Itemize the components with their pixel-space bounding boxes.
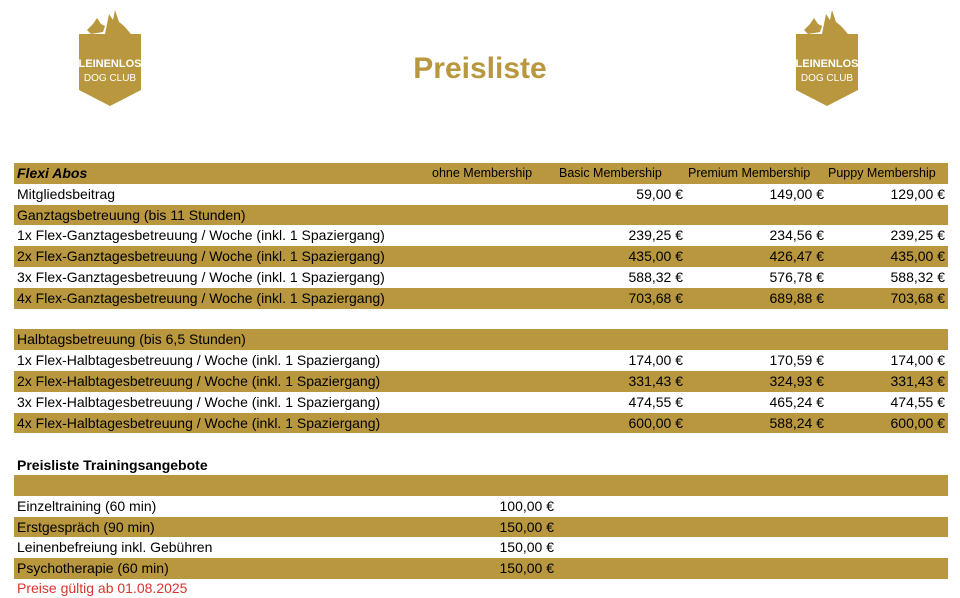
- row-label: 2x Flex-Ganztagesbetreuung / Woche (inkl. 1 Spaziergang): [17, 248, 385, 265]
- svg-text:LEINENLOS: LEINENLOS: [795, 58, 859, 70]
- price-basic: 174,00 €: [628, 352, 683, 369]
- row-label: 3x Flex-Ganztagesbetreuung / Woche (inkl. 1 Spaziergang): [17, 268, 385, 285]
- table-row: [14, 517, 948, 538]
- spacer-row: [14, 309, 948, 330]
- price-basic: 331,43 €: [628, 372, 683, 389]
- header-puppy-membership: Puppy Membership: [828, 166, 936, 180]
- price-premium: 426,47 €: [769, 248, 824, 265]
- section-row-ganztag: [14, 205, 948, 226]
- price-premium: 576,78 €: [769, 268, 824, 285]
- row-label: Einzeltraining (60 min): [17, 497, 157, 514]
- header-premium-membership: Premium Membership: [688, 166, 811, 180]
- table-row: [14, 537, 948, 558]
- header-basic-membership: Basic Membership: [559, 166, 662, 180]
- validity-note: Preise gültig ab 01.08.2025: [17, 580, 188, 596]
- page-title: Preisliste: [413, 52, 547, 85]
- price-premium: 170,59 €: [769, 352, 824, 369]
- row-label: Psychotherapie (60 min): [17, 560, 169, 577]
- price-basic: 600,00 €: [628, 414, 683, 431]
- price-puppy: 474,55 €: [890, 393, 945, 410]
- flexi-abos-table: [14, 163, 948, 433]
- price-premium: 234,56 €: [769, 227, 824, 244]
- price-premium: 465,24 €: [769, 393, 824, 410]
- price-puppy: 703,68 €: [890, 289, 945, 306]
- price-puppy: 239,25 €: [890, 227, 945, 244]
- row-label: Leinenbefreiung inkl. Gebühren: [17, 539, 213, 556]
- table-row: [14, 413, 948, 434]
- section-row-halbtag: [14, 329, 948, 350]
- table-row: [14, 184, 948, 205]
- row-label: Erstgespräch (90 min): [17, 518, 155, 535]
- table-row: [14, 496, 948, 517]
- row-label: 4x Flex-Ganztagesbetreuung / Woche (inkl. 1 Spaziergang): [17, 289, 385, 306]
- price-puppy: 588,32 €: [890, 268, 945, 285]
- price-basic: 435,00 €: [628, 248, 683, 265]
- table-row: [14, 350, 948, 371]
- price-puppy: 331,43 €: [890, 372, 945, 389]
- price-basic: 474,55 €: [628, 393, 683, 410]
- table-row: [14, 267, 948, 288]
- price: 100,00 €: [499, 497, 554, 514]
- training-title: Preisliste Trainingsangebote: [17, 457, 208, 473]
- price-premium: 149,00 €: [769, 185, 824, 202]
- price-basic: 588,32 €: [628, 268, 683, 285]
- price-basic: 239,25 €: [628, 227, 683, 244]
- svg-text:LEINENLOS: LEINENLOS: [78, 58, 142, 70]
- price-puppy: 129,00 €: [890, 185, 945, 202]
- price: 150,00 €: [499, 518, 554, 535]
- section-title: Halbtagsbetreuung (bis 6,5 Stunden): [17, 331, 246, 348]
- svg-text:DOG CLUB: DOG CLUB: [83, 73, 137, 84]
- price-basic: 703,68 €: [628, 289, 683, 306]
- table-row: [14, 225, 948, 246]
- table-header-row: [14, 163, 948, 184]
- row-label: Mitgliedsbeitrag: [17, 185, 116, 202]
- price-puppy: 435,00 €: [890, 248, 945, 265]
- price-puppy: 600,00 €: [890, 414, 945, 431]
- section-title: Ganztagsbetreuung (bis 11 Stunden): [17, 206, 246, 223]
- price: 150,00 €: [499, 560, 554, 577]
- row-label: 3x Flex-Halbtagesbetreuung / Woche (inkl. 1 Spaziergang): [17, 393, 381, 410]
- header-ohne-membership: ohne Membership: [432, 166, 533, 180]
- training-table: [14, 475, 948, 579]
- table-row: [14, 558, 948, 579]
- table-row: [14, 392, 948, 413]
- price-premium: 588,24 €: [769, 414, 824, 431]
- row-label: 2x Flex-Halbtagesbetreuung / Woche (inkl. 1 Spaziergang): [17, 372, 381, 389]
- row-label: 4x Flex-Halbtagesbetreuung / Woche (inkl. 1 Spaziergang): [17, 414, 381, 431]
- header-flexi-abos: Flexi Abos: [17, 165, 88, 181]
- svg-text:DOG CLUB: DOG CLUB: [800, 73, 854, 84]
- price-premium: 689,88 €: [769, 289, 824, 306]
- price: 150,00 €: [499, 539, 554, 556]
- price-premium: 324,93 €: [769, 372, 824, 389]
- table-row: [14, 246, 948, 267]
- row-label: 1x Flex-Halbtagesbetreuung / Woche (inkl. 1 Spaziergang): [17, 352, 381, 369]
- training-header-row: [14, 475, 948, 496]
- price-puppy: 174,00 €: [890, 352, 945, 369]
- table-row: [14, 371, 948, 392]
- table-row: [14, 288, 948, 309]
- price-basic: 59,00 €: [636, 185, 683, 202]
- row-label: 1x Flex-Ganztagesbetreuung / Woche (inkl. 1 Spaziergang): [17, 227, 385, 244]
